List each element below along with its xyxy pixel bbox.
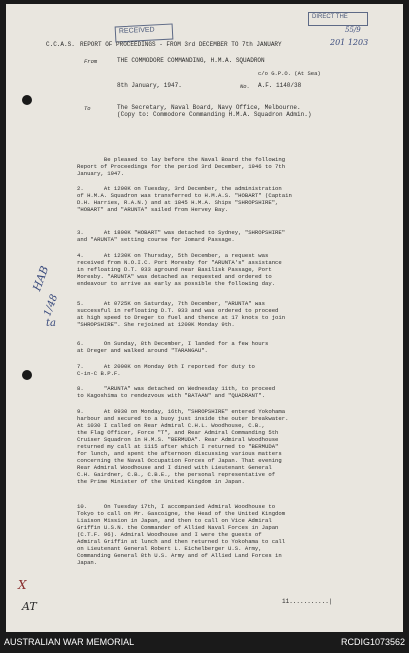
paragraph-2: 2. At 1200K on Tuesday, 3rd December, the administration of H.M.A. Squadron was transferred to H.M.A.S. "HOBART" (Captain D.H. Harries, R.A.N.) and at 1845 H.M.A. Ships "SHROPSHIRE", "HOBART" and "ARUNTA" sailed from Hervey Bay. <box>77 185 292 213</box>
paragraph-9: 9. At 0930 on Monday, 16th, "SHROPSHIRE" entered Yokohama harbour and secured to a buoy just inside the outer breakwater. At 1030 I called on Rear Admiral C.H.L. Woodhouse, C.B., the Flag Officer, Force "T", and Rear Admiral Commanding 5th Cruiser Squadron in H.M.S. "BERMUDA". Rear Admiral Woodhouse returned my call at 1115 after which I returned to "BERMUDA" for lunch, and spent the afternoon discussing various matters concerning the Naval Occupation Forces of Japan. That evening Rear Admiral Woodhouse and I dined with Lieutenant General C.H. Gairdner, C.B., C.B.E., the personal representative of the Prime Minister of the United Kingdom in Japan. <box>77 408 289 485</box>
file-note-b: 201 1203 <box>330 38 369 47</box>
margin-note-date: 1/48 <box>42 293 61 318</box>
margin-note-signature: AT <box>22 600 37 613</box>
paragraph-8: 8. "ARUNTA" was detached on Wednesday 11th, to proceed to Kagoshima to rendezvous with "BATAAN" and "QUADRANT". <box>77 385 276 399</box>
to-label: To <box>84 105 91 112</box>
margin-note-cross: X <box>18 578 27 592</box>
paragraph-6: 6. On Sunday, 8th December, I landed for a few hours at Dreger and walked around "TARANGAU". <box>77 340 269 354</box>
from-label: From <box>84 58 98 65</box>
ref-code: C.C.A.S. <box>46 41 75 48</box>
no-label: No. <box>240 83 250 90</box>
from-value: THE COMMODORE COMMANDING, H.M.A. SQUADRON <box>117 57 265 64</box>
paragraph-intro: Be pleased to lay before the Naval Board the following Report of Proceedings for the period 3rd December, 1946 to 7th January, 1947. <box>77 156 286 177</box>
paragraph-7: 7. At 2000K on Monday 9th I reported for duty to C-in-C B.P.F. <box>77 363 255 377</box>
letter-date: 8th January, 1947. <box>117 82 182 89</box>
margin-note-initials: ta <box>46 318 56 329</box>
received-stamp: RECEIVED <box>115 23 174 42</box>
paragraph-3: 3. At 1800K "HOBART" was detached to Sydney, "SHROPSHIRE" and "ARUNTA" setting course for Jomard Passage. <box>77 229 286 243</box>
report-title: REPORT OF PROCEEDINGS - FROM 3rd DECEMBER TO 7th JANUARY <box>80 41 282 48</box>
archive-name: AUSTRALIAN WAR MEMORIAL <box>4 637 135 647</box>
punch-hole-bottom <box>22 370 32 380</box>
cgpo-line: c/o G.P.O. (At Sea) <box>258 70 321 77</box>
punch-hole-top <box>22 95 32 105</box>
archive-footer <box>0 632 409 653</box>
paragraph-10: 10. On Tuesday 17th, I accompanied Admiral Woodhouse to Tokyo to call on Mr. Gascoigne, the Head of the United Kingdom Liaison Mission in Japan, and then to call on Vice Admiral Griffin U.S.N. the Commander of Allied Naval Forces in Japan (C.T.F. 96). Admiral Woodhouse and I were the guests of Admiral Griffin at lunch and then returned to Yokohama to call on Lieutenant General Robert L. Eichelberger U.S. Army, Commanding General 8th U.S. Army and of Allied Land Forces in Japan. <box>77 503 286 566</box>
reference-number: A.F. 1140/38 <box>258 82 302 89</box>
margin-note-hab: HAB <box>30 264 52 293</box>
to-value: The Secretary, Naval Board, Navy Office, Melbourne. <box>117 104 301 111</box>
archive-id: RCDIG1073562 <box>340 637 405 647</box>
continuation-mark: 11...........| <box>282 598 333 605</box>
paragraph-4: 4. At 1230K on Thursday, 5th December, a request was received from N.O.I.C. Port Moresby for "ARUNTA's" assistance in refloating D.T. 933 aground near Basilisk Passage, Port Moresby. "ARUNTA" was detached as requested and ordered to endeavour to arrive as early as possible the following day. <box>77 252 282 287</box>
paragraph-5: 5. At 0725K on Saturday, 7th December, "ARUNTA" was successful in refloating D.T. 933 and was ordered to proceed at high speed to Dreger to fuel and thence at 17 knots to join "SHROPSHIRE". She rejoined at 1200K Monday 9th. <box>77 300 286 328</box>
copy-line: (Copy to: Commodore Commanding H.M.A. Squadron Admin.) <box>117 111 312 118</box>
direct-stamp: DIRECT THE <box>308 12 368 26</box>
file-note-a: 55/9 <box>345 26 361 34</box>
